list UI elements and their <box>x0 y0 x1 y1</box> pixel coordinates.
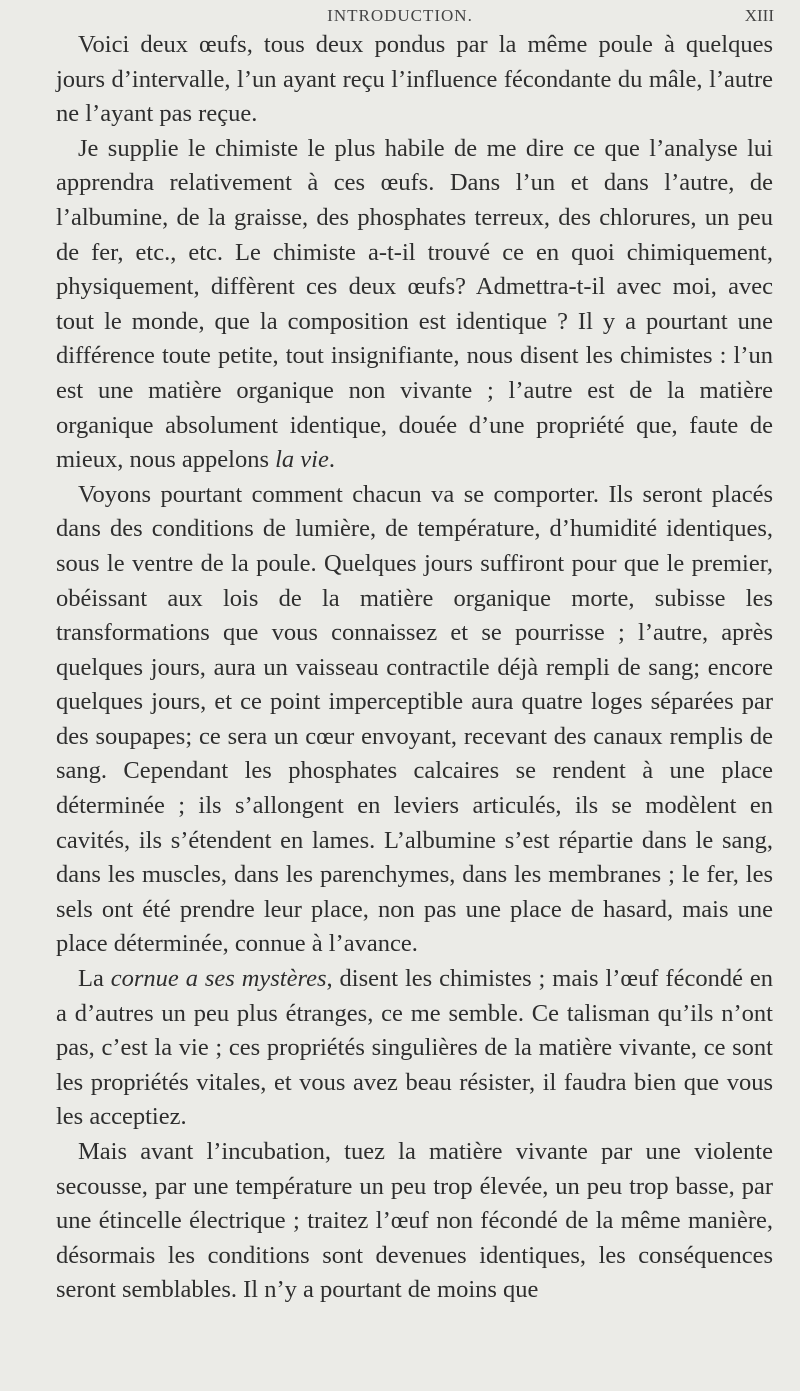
body-text <box>56 28 773 1308</box>
paragraph <box>56 962 773 1135</box>
text-segment: Voyons pourtant comment chacun va se comporter. Ils seront placés dans des conditions de lumière, de température, d’humidité identiques, sous le ventre de la poule. Quelques jours suffiront pour que le premier, obéissant aux lois de la matière organique morte, subisse les transformations que vous connaissez et se pourrisse ; l’autre, après quelques jours, aura un vaisseau contractile déjà rempli de sang; encore quelques jours, et ce point imperceptible aura quatre loges séparées par des soupapes; ce sera un cœur envoyant, recevant des canaux remplis de sang. Cependant les phosphates calcaires se rendent à une place déterminée ; ils s’allongent en leviers articulés, ils se modèlent en cavités, ils s’étendent en lames. L’albumine s’est répartie dans le sang, dans les muscles, dans les parenchymes, dans les membranes ; le fer, les sels ont été prendre leur place, non pas une place de hasard, mais une place déterminée, connue à l’avance. <box>56 480 773 958</box>
italic-text: la vie <box>275 446 329 474</box>
running-title: INTRODUCTION. <box>327 6 473 25</box>
page-number: XIII <box>744 6 774 25</box>
text-segment: Je supplie le chimiste le plus habile de me dire ce que l’analyse lui apprendra relativement à ces œufs. Dans l’un et dans l’autre, de l’albumine, de la graisse, des phosphates terreux, des chlorures, un peu de fer, etc., etc. Le chimiste a-t-il trouvé ce en quoi chimiquement, physiquement, diffèrent ces deux œufs? Admettra-t-il avec moi, avec tout le monde, que la composition est identique ? Il y a pourtant une différence toute petite, tout insignifiante, nous disent les chimistes : l’un est une matière organique non vivante ; l’autre est de la matière organique absolument identique, douée d’une propriété que, faute de mieux, nous appelons <box>56 134 773 474</box>
italic-text: cornue a ses mystères <box>110 965 327 993</box>
text-segment: La <box>78 965 111 993</box>
paragraph <box>56 478 773 962</box>
text-segment: Mais avant l’incubation, tuez la matière vivante par une violente secousse, par une température un peu trop élevée, un peu trop basse, par une étincelle électrique ; traitez l’œuf non fécondé de la même manière, désormais les conditions sont devenues identiques, les conséquences seront semblables. Il n’y a pourtant de moins que <box>56 1138 773 1304</box>
text-segment: . <box>328 446 335 474</box>
paragraph <box>56 132 773 478</box>
text-segment: Voici deux œufs, tous deux pondus par la même poule à quelques jours d’intervalle, l’un ayant reçu l’influence fécondante du mâle, l’autre ne l’ayant pas reçue. <box>56 31 773 128</box>
text-segment: , disent les chimistes ; mais l’œuf fécondé en a d’autres un peu plus étranges, ce me semble. Ce talisman qu’ils n’ont pas, c’est la vie ; ces propriétés singulières de la matière vivante, ce sont les propriétés vitales, et vous avez beau résister, il faudra bien que vous les acceptiez. <box>56 965 773 1131</box>
paragraph <box>56 1135 773 1308</box>
paragraph <box>56 28 773 132</box>
